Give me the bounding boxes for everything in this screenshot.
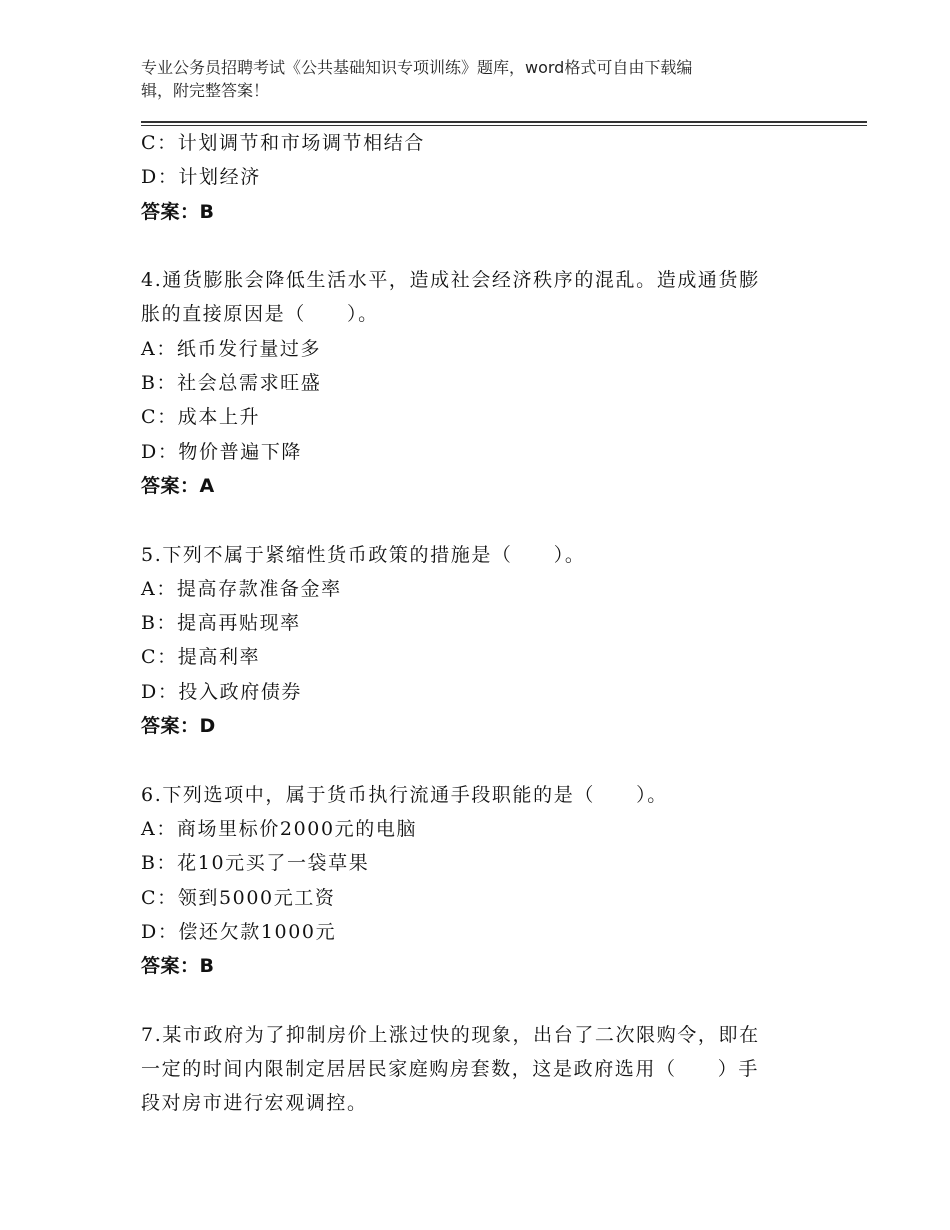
option-b: B：社会总需求旺盛 <box>141 372 322 395</box>
question-stem-line: 6.下列选项中，属于货币执行流通手段职能的是（ ）。 <box>141 783 668 806</box>
answer-line: 答案：D <box>141 715 216 738</box>
question-stem-line: 7.某市政府为了抑制房价上涨过快的现象，出台了二次限购令，即在 <box>141 1023 760 1046</box>
question-4 <box>141 263 801 503</box>
spacer <box>141 503 801 537</box>
header-line-1: 专业公务员招聘考试《公共基础知识专项训练》题库，word格式可自由下载编 <box>141 58 693 77</box>
option-c: C：计划调节和市场调节相结合 <box>141 132 425 154</box>
option-c: C：提高利率 <box>141 646 261 669</box>
spacer <box>141 743 801 777</box>
option-c: C：领到5000元工资 <box>141 886 336 909</box>
question-7 <box>141 1018 801 1121</box>
option-b: B：提高再贴现率 <box>141 612 301 635</box>
question-5 <box>141 538 801 744</box>
document-body <box>141 126 801 1121</box>
option-d: D：偿还欠款1000元 <box>141 920 337 943</box>
answer-line: 答案：A <box>141 474 215 497</box>
answer-line: 答案：B <box>141 200 215 223</box>
option-a: A：纸币发行量过多 <box>141 337 322 360</box>
option-d: D：物价普遍下降 <box>141 440 303 463</box>
question-stem-line: 5.下列不属于紧缩性货币政策的措施是（ ）。 <box>141 543 586 566</box>
question-6 <box>141 778 801 984</box>
page-header <box>141 56 801 102</box>
spacer <box>141 229 801 263</box>
spacer <box>141 983 801 1017</box>
question-stem-line: 一定的时间内限制定居居民家庭购房套数，这是政府选用（ ）手 <box>141 1058 760 1081</box>
question-stem-line: 段对房市进行宏观调控。 <box>141 1092 368 1115</box>
prev-question <box>141 126 801 229</box>
answer-line: 答案：B <box>141 955 215 978</box>
option-a: A：商场里标价2000元的电脑 <box>141 817 418 840</box>
option-b: B：花10元买了一袋草果 <box>141 852 370 875</box>
option-c: C：成本上升 <box>141 406 261 429</box>
option-a: A：提高存款准备金率 <box>141 577 342 600</box>
option-d: D：投入政府债券 <box>141 680 303 703</box>
question-stem-line: 胀的直接原因是（ ）。 <box>141 303 379 326</box>
header-line-2: 辑，附完整答案！ <box>141 81 270 100</box>
question-stem-line: 4.通货膨胀会降低生活水平，造成社会经济秩序的混乱。造成通货膨 <box>141 269 760 292</box>
option-d: D：计划经济 <box>141 166 261 189</box>
